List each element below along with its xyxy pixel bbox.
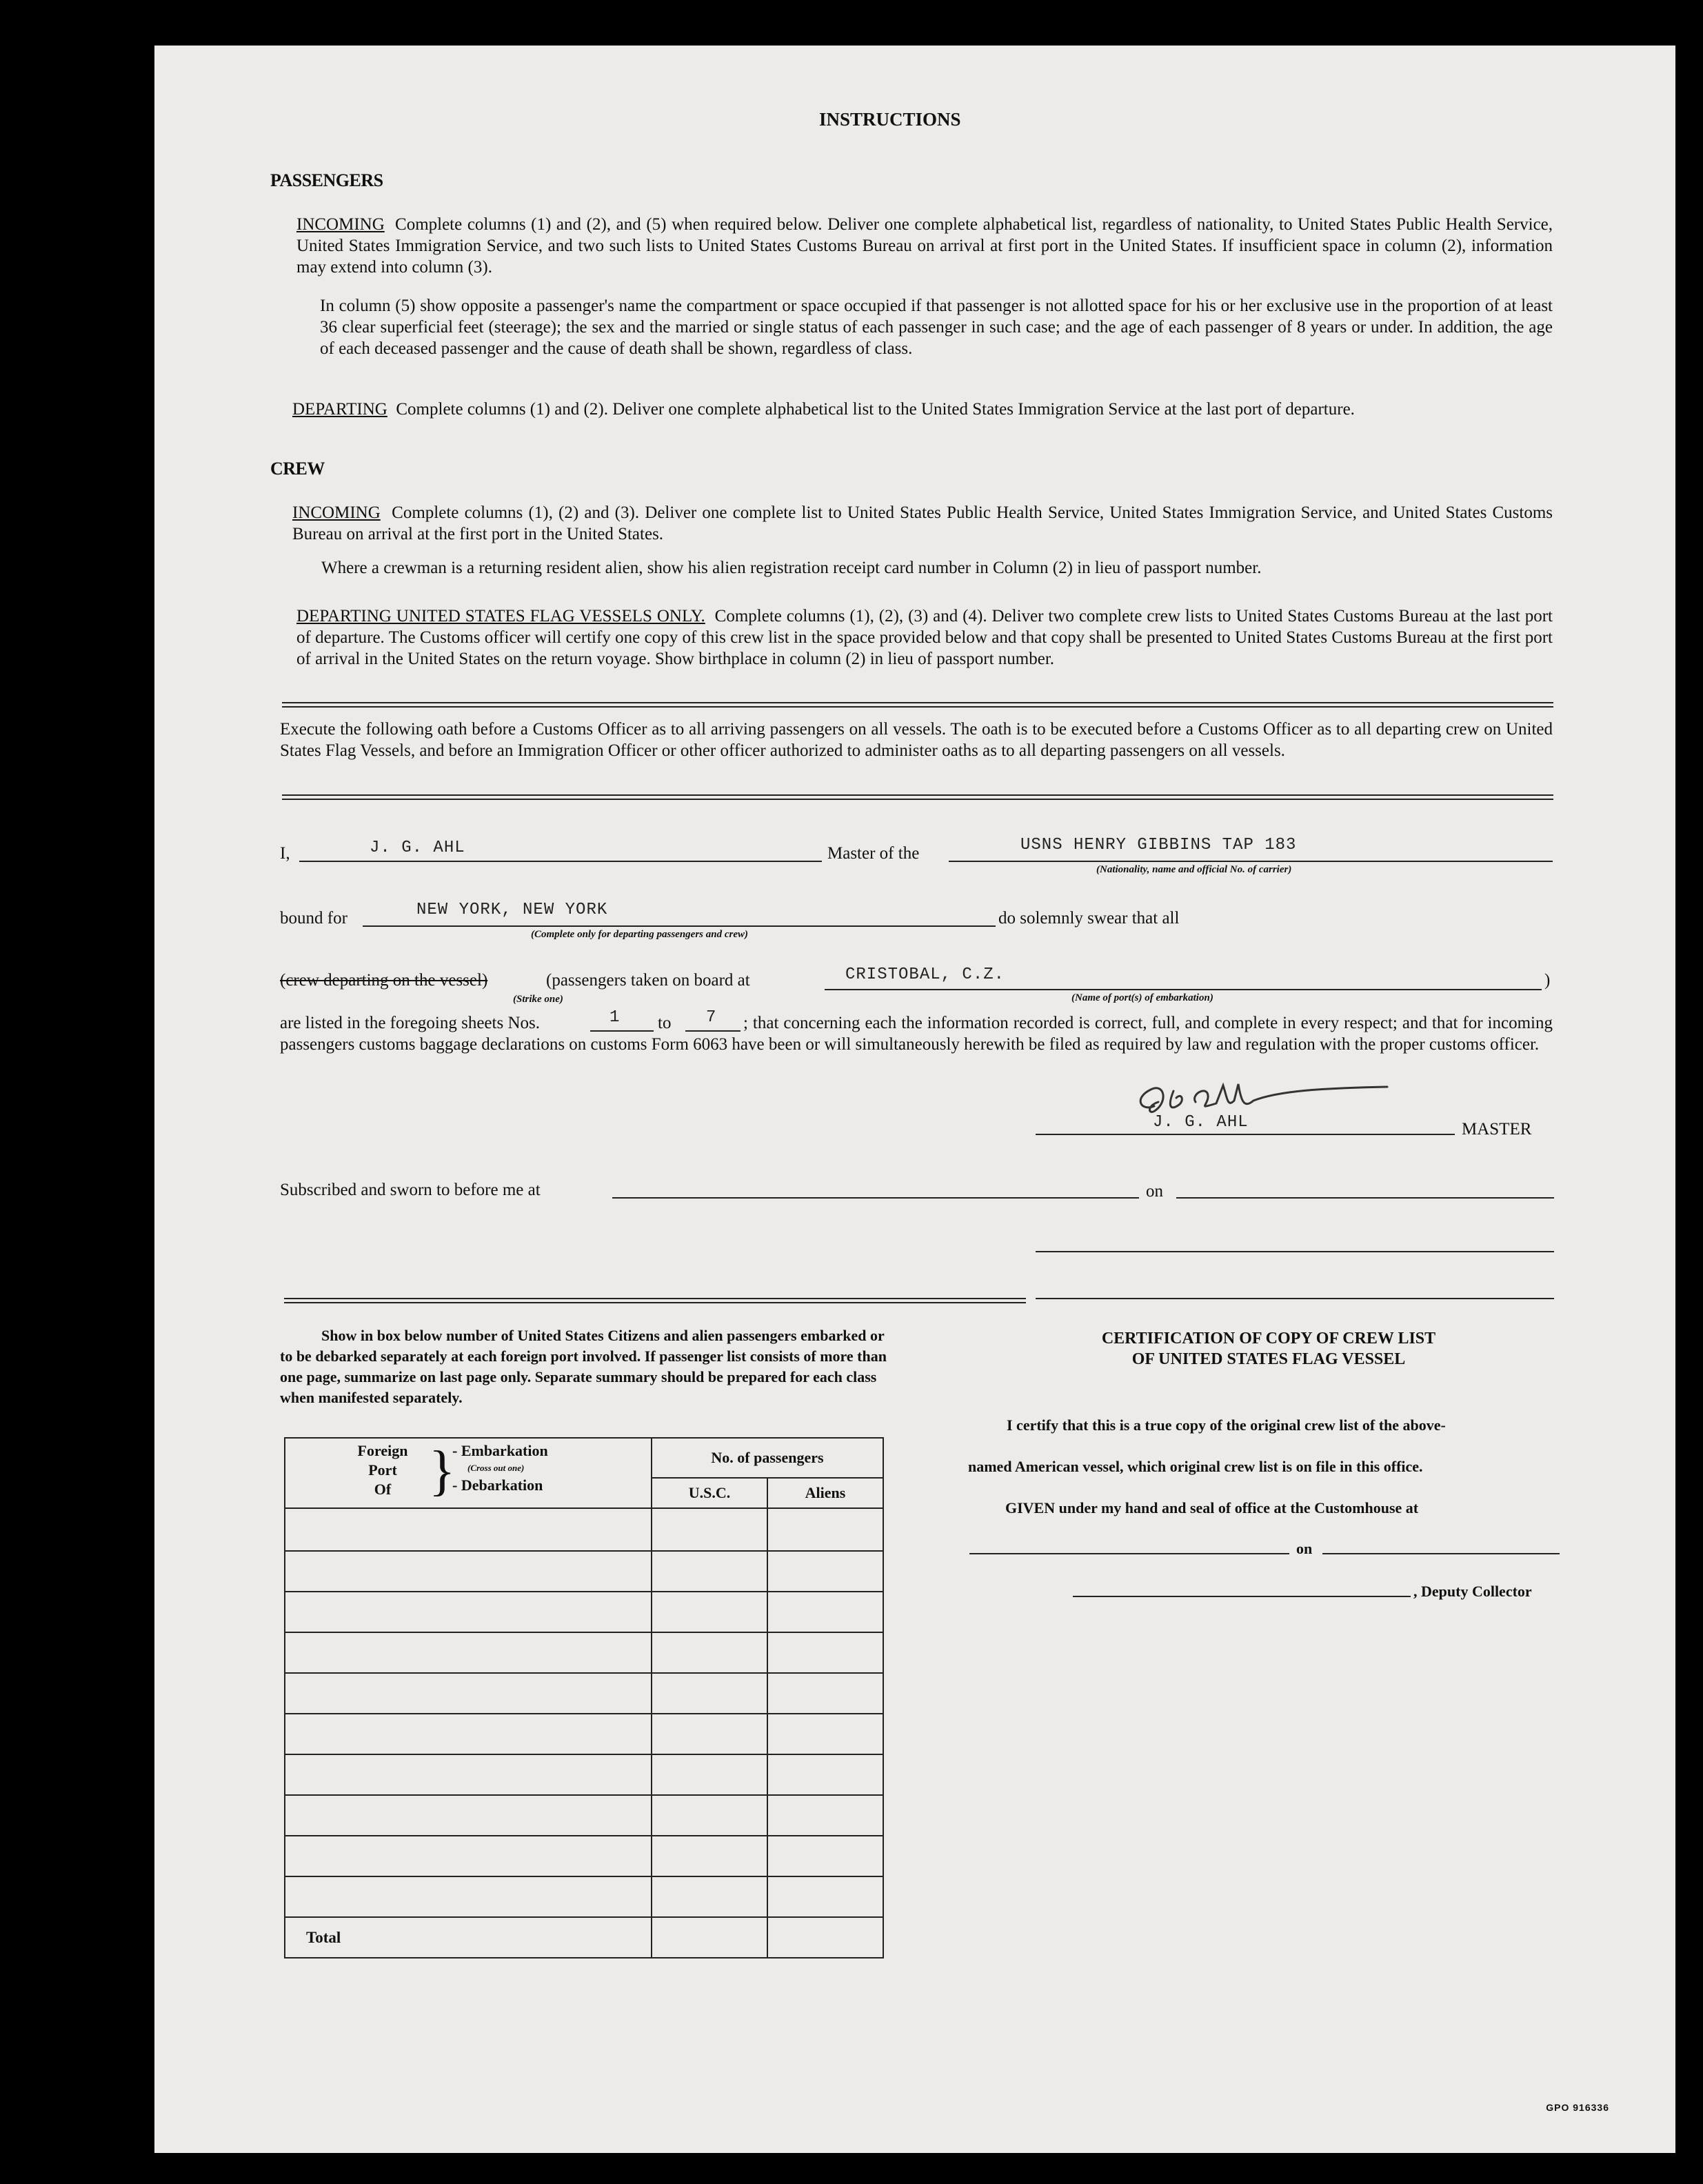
divider — [284, 1302, 1026, 1303]
header-foreign: Foreign — [357, 1442, 408, 1459]
crew-resident-paragraph: Where a crewman is a returning resident alien, show his alien registration receipt card number in Column (2) in lieu of passport number. — [321, 559, 1262, 577]
bound-for-label: bound for — [280, 909, 347, 928]
crew-departing-text: Complete columns (1), (2), (3) and (4). Deliver two complete crew lists to United States Customs Bureau at the last port of departure. The Customs officer will certify one copy of this crew list in the space provided below and that copy shall be presented to United States Customs Bureau at the first port of arrival in the United States on the return voyage. Show birthplace in column (2) in lieu of passport number. — [296, 607, 1553, 668]
master-name-field: J. G. AHL — [370, 839, 465, 857]
header-debarkation: - Debarkation — [452, 1476, 543, 1494]
port-field: CRISTOBAL, C.Z. — [845, 965, 1005, 984]
master-of-label: Master of the — [827, 844, 920, 863]
close-paren: ) — [1544, 971, 1551, 990]
table-row — [285, 1673, 883, 1714]
oath-intro-paragraph: Execute the following oath before a Customs Officer as to all arriving passengers on all vessels. The oath is to be executed before a Customs Officer as to all departing crew on United States Flag Vessels, and before an Immigration Officer or other officer authorized to administer oaths as to all departing passengers on all vessels. — [280, 720, 1553, 760]
passengers-count-header: No. of passengers — [652, 1438, 883, 1478]
sheets-tail-text: ; that concerning each the information recorded is correct, full, and complete in every respect; and that for incoming passengers customs baggage declarations on customs Form 6063 have been or will simultaneously herewith be filed as required by law and regulation with the proper customs officer. — [280, 1014, 1553, 1054]
table-row — [285, 1754, 883, 1795]
subscribed-place-line — [612, 1197, 1139, 1199]
crew-departing-lead: DEPARTING UNITED STATES FLAG VESSELS ONLY. — [296, 607, 705, 625]
passengers-column5-paragraph: In column (5) show opposite a passenger's name the compartment or space occupied if that passenger is not allotted space for his or her exclusive use in the proportion of at least 36 clear superficial feet (steerage); the sex and the married or single status of each passenger in such case; and the age of each passenger of 8 years or under. In addition, the age of each deceased passenger and the cause of death shall be shown, regardless of class. — [320, 297, 1553, 358]
subscribed-label: Subscribed and sworn to before me at — [280, 1181, 541, 1199]
divider — [284, 1298, 1026, 1299]
crew-incoming-text: Complete columns (1), (2) and (3). Deliver one complete list to United States Public Health Service, United States Immigration Service, and United States Customs Bureau on arrival at the first port in the United States. — [292, 503, 1553, 543]
usc-header: U.S.C. — [652, 1478, 767, 1508]
header-embarkation: - Embarkation — [452, 1442, 548, 1459]
crew-departing-paragraph — [296, 605, 1553, 670]
sheet-to-field: 7 — [706, 1008, 717, 1027]
official-line-1 — [1036, 1251, 1554, 1252]
sheet-from-field: 1 — [609, 1008, 621, 1027]
subscribed-on-label: on — [1146, 1182, 1163, 1201]
header-of: Of — [374, 1481, 392, 1498]
table-row — [285, 1795, 883, 1836]
form-page — [154, 46, 1675, 2153]
signature-line — [1036, 1134, 1455, 1135]
deputy-collector-line — [1073, 1596, 1411, 1597]
struck-crew-option: (crew departing on the vessel) — [280, 971, 488, 990]
crew-heading: CREW — [270, 459, 325, 479]
customhouse-line — [969, 1553, 1289, 1554]
passengers-incoming-paragraph — [296, 214, 1553, 278]
signature-typed-name: J. G. AHL — [1153, 1113, 1249, 1132]
foreign-port-header — [285, 1438, 652, 1508]
certification-line-1: I certify that this is a true copy of the original crew list of the above- — [1007, 1416, 1446, 1434]
aliens-header: Aliens — [767, 1478, 883, 1508]
subscribed-date-line — [1176, 1197, 1554, 1199]
bound-for-field: NEW YORK, NEW YORK — [416, 901, 608, 919]
crew-incoming-paragraph — [292, 502, 1553, 545]
sheets-label: are listed in the foregoing sheets Nos. — [280, 1014, 540, 1032]
summary-instructions: Show in box below number of United States Citizens and alien passengers embarked or to be debarked separately at each foreign port involved. If passenger list consists of more than one page, summarize on last page only. Separate summary should be prepared for each class when manifested separately. — [280, 1327, 887, 1406]
port-line — [825, 989, 1542, 990]
passengers-departing-lead: DEPARTING — [292, 400, 387, 419]
crew-incoming-lead: INCOMING — [292, 503, 381, 522]
header-port: Port — [368, 1461, 397, 1479]
certification-date-line — [1322, 1553, 1560, 1554]
certification-heading-line-2: OF UNITED STATES FLAG VESSEL — [1131, 1350, 1406, 1368]
passengers-incoming-text: Complete columns (1) and (2), and (5) when required below. Deliver one complete alphabetical list, regardless of nationality, to United States Public Health Service, United States Immigration Service, and two such lists to United States Customs Bureau on arrival at first port in the United States. If insufficient space in column (2), information may extend into column (3). — [296, 215, 1553, 277]
oath-i-label: I, — [280, 844, 290, 863]
divider — [282, 794, 1553, 800]
deputy-collector-label: , Deputy Collector — [1413, 1583, 1532, 1600]
table-row — [285, 1551, 883, 1592]
table-row — [285, 1876, 883, 1917]
passenger-summary-table — [284, 1437, 884, 1958]
certification-line-2: named American vessel, which original crew list is on file in this office. — [968, 1458, 1423, 1475]
master-title-label: MASTER — [1462, 1120, 1532, 1139]
certification-heading-line-1: CERTIFICATION OF COPY OF CREW LIST — [1101, 1330, 1436, 1348]
header-cross-out: (Cross out one) — [467, 1463, 525, 1473]
brace: } — [429, 1441, 456, 1501]
passengers-departing-paragraph — [292, 399, 1553, 420]
bound-for-line — [363, 925, 996, 927]
passengers-departing-text: Complete columns (1) and (2). Deliver one complete alphabetical list to the United States Immigration Service at the last port of departure. — [396, 400, 1355, 419]
page-title: INSTRUCTIONS — [819, 109, 961, 130]
table-row — [285, 1836, 883, 1876]
total-label: Total — [285, 1917, 652, 1958]
certification-heading — [1076, 1328, 1462, 1370]
bound-for-caption: (Complete only for departing passengers and crew) — [531, 929, 748, 940]
vessel-caption: (Nationality, name and official No. of carrier) — [1096, 864, 1292, 875]
divider — [282, 702, 1553, 708]
passengers-taken-label: (passengers taken on board at — [546, 971, 750, 990]
table-row — [285, 1714, 883, 1754]
form-code: GPO 916336 — [1546, 2102, 1609, 2113]
total-row — [285, 1917, 883, 1958]
port-caption: (Name of port(s) of embarkation) — [1071, 992, 1213, 1003]
vessel-field: USNS HENRY GIBBINS TAP 183 — [1020, 836, 1297, 854]
passengers-heading: PASSENGERS — [270, 170, 383, 190]
table-row — [285, 1592, 883, 1632]
master-name-line — [299, 861, 822, 862]
swear-label: do solemnly swear that all — [998, 909, 1180, 928]
certification-on-label: on — [1296, 1540, 1313, 1557]
vessel-line — [949, 861, 1553, 862]
certification-line-3: GIVEN under my hand and seal of office at the Customhouse at — [1005, 1499, 1419, 1516]
passengers-incoming-lead: INCOMING — [296, 215, 385, 234]
sheets-to-label: to — [658, 1014, 672, 1032]
strike-caption: (Strike one) — [513, 994, 563, 1005]
table-row — [285, 1508, 883, 1551]
table-row — [285, 1632, 883, 1673]
